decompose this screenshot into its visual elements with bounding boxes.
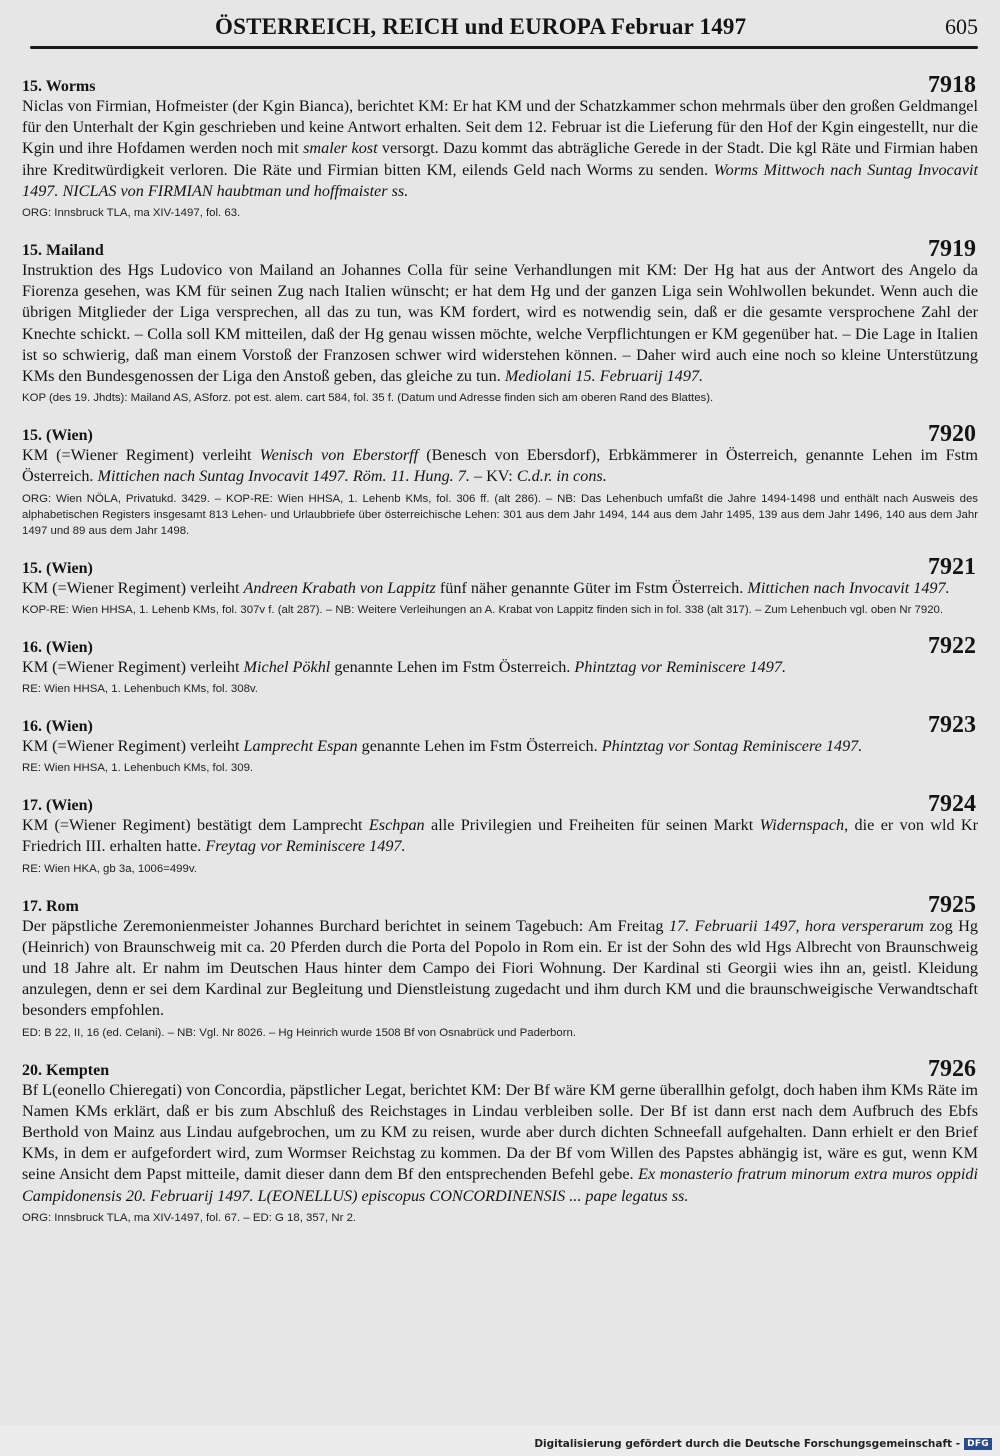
entry-heading [22,553,978,580]
entry-number: 7922 [928,632,976,659]
entry-text-italic: Mittichen nach Invocavit 1497. [747,578,950,597]
entry-heading [22,712,978,739]
entry-text-segment: Bf L(eonello Chieregati) von Concordia, päpstlicher Legat, berichtet KM: Der Bf wäre KM gerne überallhin gefolgt, doch haben ihm KMs Räte im Namen KMs erklärt, daß er bis zum Abschluß des Reichstages in Lindau verbleiben solle. Der Bf ist dann erst nach dem Aufbruch des Ebfs Berthold von Mainz aus Lindau aufgebrochen, um zu KM zu reisen, wurde aber durch dichten Schneefall aufgehalten. Dann erhielt er den Brief KMs, in dem er aufgefordert wird, zum Wormser Reichstag zu kommen. Da der Bf vom Willen des Papstes abhängig ist, wäre es gut, wenn KM seine Ansicht dem Papst mitteile, damit dieser dann dem Bf den entsprechenden Befehl gebe. [22,1080,978,1184]
entry-source: KOP-RE: Wien HHSA, 1. Lehenb KMs, fol. 307v f. (alt 287). – NB: Weitere Verleihungen an A. Krabat von Lappitz finden sich in fol. 338 (alt 317). – Zum Lehenbuch vgl. oben Nr 7920. [22,603,944,616]
running-head [0,14,1000,48]
entry-text-italic: 17. Februarii 1497, hora versperarum [668,916,924,935]
entry-heading [22,891,978,918]
entry-date-place: 15. Worms [22,78,96,95]
entry-number: 7918 [928,72,976,98]
page-number: 605 [945,14,978,39]
dfg-logo: DFG [964,1438,992,1450]
entry-text-italic: Mittichen nach Suntag Invocavit 1497. Röm. 11. Hung. 7. [97,467,470,486]
entry-text [22,445,978,487]
entry-text-segment: (Benesch von Ebersdorf), Erbkämmerer in Österreich, genannte Lehen im Fstm Österreich. [22,446,978,486]
entry-number: 7924 [928,791,976,818]
regest-entry [22,714,978,776]
entry-date-place: 16. (Wien) [22,638,93,656]
regest-entry [22,891,978,1041]
entry-source: ORG: Innsbruck TLA, ma XIV-1497, fol. 63. [22,207,241,220]
entry-text [22,260,978,387]
entry-date-place: 15. (Wien) [22,427,93,445]
entry-text-segment: – KV: [469,467,517,486]
entry-heading [22,1055,978,1082]
regest-entry [22,74,978,221]
regest-entry [22,1055,978,1226]
entry-text-italic: Widernspach [759,816,845,835]
entry-text-italic: C.d.r. in cons. [516,467,607,486]
entry-text-segment: versorgt. Dazu kommt das abträgliche Gerede in der Stadt. Die kgl Räte und Firmian haben ihre Kreditwürdigkeit verloren. Die Räte und Firmian bitten KM, eilends Geld nach Worms zu senden. [22,139,978,179]
regest-entry [22,238,978,406]
entry-text-segment: KM (=Wiener Regiment) verleiht [22,737,244,756]
entry-text-italic: Ex monasterio fratrum minorum extra muros oppidi Campidonensis 20. Februarij 1497. L(EONELLUS) episcopus CONCORDINENSIS ... pape legatus ss. [22,1165,978,1205]
entry-date-place: 16. (Wien) [22,718,93,736]
entry-date-place: 15. (Wien) [22,559,93,577]
regest-entry [22,793,978,876]
regest-entry [22,632,978,697]
regest-entry [22,423,978,538]
entry-source: RE: Wien HHSA, 1. Lehenbuch KMs, fol. 309. [22,762,254,775]
entry-number: 7926 [928,1055,976,1082]
entry-text-segment: KM (=Wiener Regiment) bestätigt dem Lamprecht [22,816,369,835]
entry-source: KOP (des 19. Jhdts): Mailand AS, ASforz. pot est. alem. cart 584, fol. 35 f. (Datum und Adresse finden sich am oberen Rand des Blattes). [22,392,714,405]
entry-text-italic: Lamprecht Espan [243,737,358,756]
entry-number: 7921 [928,553,976,580]
entry-text-segment: Instruktion des Hgs Ludovico von Mailand an Johannes Colla für seine Verhandlungen mit KM: Der Hg hat aus der Antwort des Angelo da Fiorenza gesehen, was KM für seinen Zug nach Italien wünscht; er hat dem Hg und der ganzen Liga sein Wohlwollen bekundet. Wenn auch die übrigen Mitglieder der Liga versprechen, all das zu tun, was KM fordert, wird es notwendig sein, daß er die gesamte versprochene Zahl der Knechte schickt. – Colla soll KM mitteilen, daß der Hg genau wissen möchte, welche Verpflichtungen er KM gegenüber hat. – Die Lage in Italien ist so schwierig, daß man einem Vorstoß der Franzosen schwer wird widerstehen können. – Daher wird auch eine noch so kleine Unterstützung KMs den Bundesgenossen der Liga den Anstoß geben, das gleiche zu tun. [22,261,978,386]
regest-entry [22,553,978,618]
entry-text-segment: , die er von wld Kr Friedrich III. erhalten hatte. [22,816,978,856]
entry-source: ORG: Wien NÖLA, Privatukd. 3429. – KOP-RE: Wien HHSA, 1. Lehenb KMs, fol. 306 ff. (alt 286). – NB: Das Lehenbuch umfaßt die Jahre 1494-1498 und enthält nach Ausweis des alphabetischen Registers insgesamt 813 Lehen- und Urlaubbriefe über österreichische Lehen: 301 aus dem Jahr 1494, 144 aus dem Jahr 1495, 139 aus dem Jahr 1496, 140 aus dem Jahr 1497 und 89 aus dem Jahr 1498. [22,492,978,537]
entry-text-segment: genannte Lehen im Fstm Österreich. [330,657,575,676]
entry-text-segment: genannte Lehen im Fstm Österreich. [357,737,602,756]
entry-source: ED: B 22, II, 16 (ed. Celani). – NB: Vgl. Nr 8026. – Hg Heinrich wurde 1508 Bf von Osnabrück und Paderborn. [22,1026,577,1039]
entry-source: ORG: Innsbruck TLA, ma XIV-1497, fol. 67. – ED: G 18, 357, Nr 2. [22,1211,357,1224]
entry-number: 7923 [928,712,976,739]
entry-date-place: 15. Mailand [22,242,104,260]
header-rule [30,46,978,49]
entry-source: RE: Wien HKA, gb 3a, 1006=499v. [22,862,197,875]
entry-heading [22,74,978,96]
entry-number: 7925 [928,891,976,918]
entry-text [22,736,978,757]
entry-number: 7919 [928,236,976,263]
entry-text-italic: smaler kost [303,139,378,158]
entry-number: 7920 [928,421,976,448]
entry-text-segment: Niclas von Firmian, Hofmeister (der Kgin Bianca), berichtet KM: Er hat KM und der Schatzkammer schon mehrmals über den großen Geldmangel für den Unterhalt der Kgin geschrieben und keine Antwort erhalten. Seit dem 12. Februar ist die Lieferung für den Hof der Kgin eingestellt, nur die Kgin und ihre Hofdamen werden noch mit [22,97,978,158]
entry-heading [22,632,978,659]
entry-text-segment: fünf näher genannte Güter im Fstm Österreich. [435,578,748,597]
entry-text [22,578,978,599]
entry-text-italic: Freytag vor Reminiscere 1497. [205,837,406,856]
entry-text [22,815,978,857]
entry-text-segment: zog Hg (Heinrich) von Braunschweig mit ca. 20 Pferden durch die Porta del Popolo in Rom ein. Er ist der Sohn des wld Hgs Albrecht von Braunschweig und 18 Jahre alt. Er nahm im Deutschen Haus hinter dem Campo dei Fiori Wohnung. Der Kardinal sti Georgii wies ihn an, geistl. Kleidung anzulegen, denn er sei dem Kardinal zur Begleitung und Dienstleistung zugedacht und ihm durch KM und die braunschweigische Verwandtschaft besonders empfohlen. [22,916,978,1020]
entry-text-italic: Andreen Krabath von Lappitz [243,578,436,597]
entry-heading [22,791,978,818]
entry-text [22,657,978,678]
entry-text-italic: Eschpan [368,816,425,835]
entry-text-segment: KM (=Wiener Regiment) verleiht [22,578,244,597]
entry-text-segment: KM (=Wiener Regiment) verleiht [22,446,260,465]
entry-heading [22,421,978,448]
entry-text-italic: Worms Mittwoch nach Suntag Invocavit 1497. NICLAS von FIRMIAN haubtman und hoffmaister ss. [22,160,978,200]
entry-source: RE: Wien HHSA, 1. Lehenbuch KMs, fol. 308v. [22,683,258,696]
entry-text-italic: Phintztag vor Sontag Reminiscere 1497. [601,737,863,756]
entry-text [22,1080,978,1207]
entry-text-italic: Mediolani 15. Februarij 1497. [504,367,704,386]
entry-date-place: 17. Rom [22,897,79,915]
entry-date-place: 20. Kempten [22,1061,110,1079]
entry-text [22,916,978,1022]
entry-date-place: 17. (Wien) [22,797,93,815]
entry-text-segment: Der päpstliche Zeremonienmeister Johannes Burchard berichtet in seinem Tagebuch: Am Freitag [22,916,669,935]
footer-credit [534,1437,992,1451]
running-head-title: ÖSTERREICH, REICH und EUROPA Februar 1497 [215,14,747,39]
entry-text-italic: Phintztag vor Reminiscere 1497. [574,657,786,676]
entry-text-segment: KM (=Wiener Regiment) verleiht [22,657,244,676]
entry-text-italic: Wenisch von Eberstorff [259,446,419,465]
entry-text-italic: Michel Pökhl [243,657,331,676]
entry-text-segment: alle Privilegien und Freiheiten für seinen Markt [424,816,760,835]
entry-text [22,96,978,202]
footer-credit-text: Digitalisierung gefördert durch die Deutsche Forschungsgemeinschaft - [534,1438,961,1450]
regest-list [22,74,978,1243]
entry-heading [22,236,978,263]
